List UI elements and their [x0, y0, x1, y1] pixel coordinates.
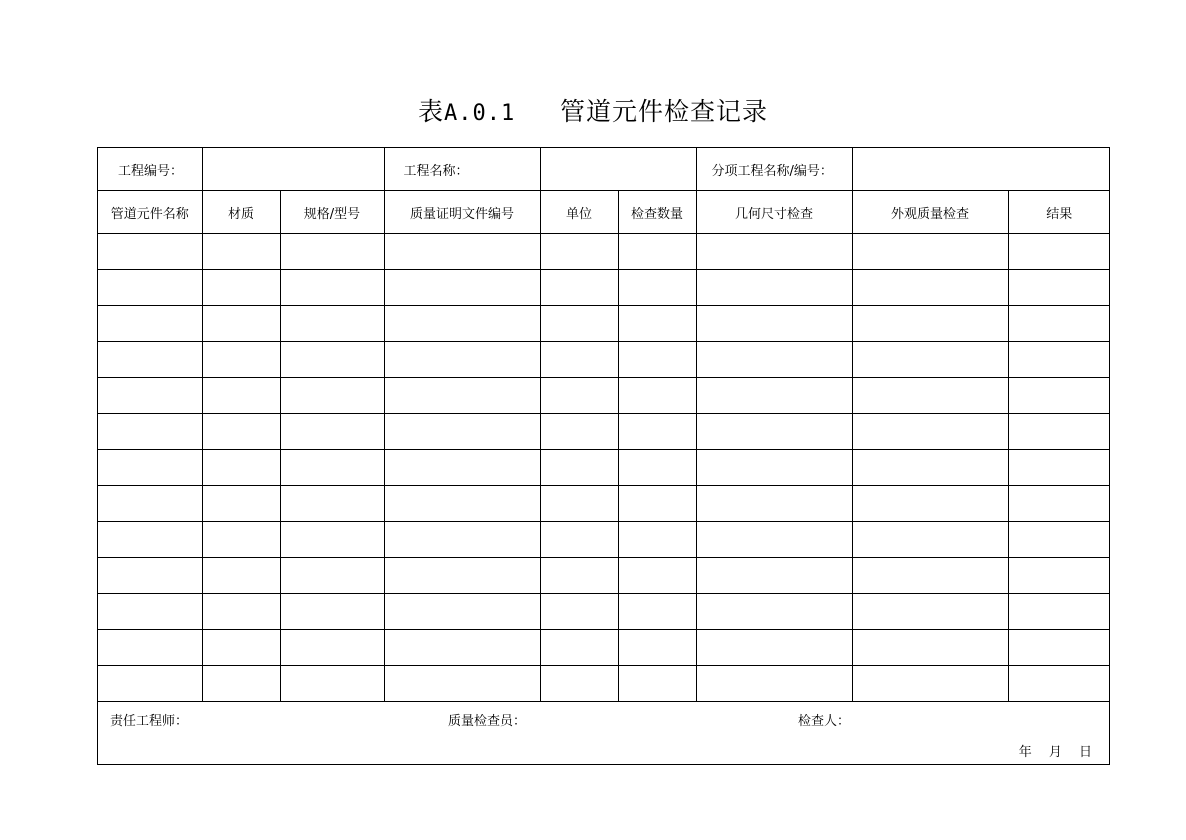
table-cell[interactable]: [540, 234, 618, 270]
project-name-label-text: 工程名称：: [403, 163, 469, 179]
table-cell[interactable]: [540, 522, 618, 558]
table-cell[interactable]: [540, 558, 618, 594]
project-no-label: 工程编号：: [98, 148, 202, 191]
table-cell[interactable]: [280, 486, 384, 522]
table-cell[interactable]: [852, 450, 1008, 486]
table-cell[interactable]: [98, 594, 202, 630]
table-row: [98, 342, 1110, 378]
project-name-field[interactable]: [540, 148, 696, 191]
table-cell[interactable]: [98, 234, 202, 270]
table-cell[interactable]: [98, 630, 202, 666]
table-cell[interactable]: [202, 306, 280, 342]
table-cell[interactable]: [1008, 630, 1110, 666]
table-cell[interactable]: [202, 558, 280, 594]
table-cell[interactable]: [280, 414, 384, 450]
table-cell[interactable]: [280, 270, 384, 306]
table-cell[interactable]: [618, 594, 696, 630]
table-cell[interactable]: [540, 270, 618, 306]
table-cell[interactable]: [540, 342, 618, 378]
table-cell[interactable]: [98, 558, 202, 594]
table-cell[interactable]: [384, 558, 540, 594]
col-header-certificate-no: 质量证明文件编号: [384, 191, 540, 234]
table-cell[interactable]: [280, 450, 384, 486]
table-cell[interactable]: [98, 270, 202, 306]
table-cell[interactable]: [1008, 378, 1110, 414]
table-cell[interactable]: [696, 630, 852, 666]
table-cell[interactable]: [98, 414, 202, 450]
table-cell[interactable]: [852, 414, 1008, 450]
table-cell[interactable]: [852, 306, 1008, 342]
table-cell[interactable]: [1008, 270, 1110, 306]
table-cell[interactable]: [98, 306, 202, 342]
table-cell[interactable]: [280, 630, 384, 666]
table-row: [98, 558, 1110, 594]
table-cell[interactable]: [852, 378, 1008, 414]
table-cell[interactable]: [384, 378, 540, 414]
title-name: 管道元件检查记录: [559, 97, 768, 126]
col-header-unit: 单位: [540, 191, 618, 234]
table-cell[interactable]: [696, 666, 852, 702]
table-cell[interactable]: [384, 450, 540, 486]
table-cell[interactable]: [696, 378, 852, 414]
checker-signature-label: 检查人：: [798, 714, 851, 729]
table-cell[interactable]: [1008, 558, 1110, 594]
table-cell[interactable]: [1008, 666, 1110, 702]
table-cell[interactable]: [618, 486, 696, 522]
table-cell[interactable]: [202, 414, 280, 450]
engineer-signature-label: 责任工程师：: [110, 714, 189, 729]
table-row: [98, 414, 1110, 450]
table-cell[interactable]: [384, 234, 540, 270]
table-cell[interactable]: [540, 486, 618, 522]
table-cell[interactable]: [202, 486, 280, 522]
table-cell[interactable]: [384, 306, 540, 342]
col-header-dimension-check: 几何尺寸检查: [696, 191, 852, 234]
inspection-form: [97, 147, 1110, 765]
table-cell[interactable]: [696, 450, 852, 486]
table-cell[interactable]: [280, 558, 384, 594]
table-cell[interactable]: [384, 594, 540, 630]
table-cell[interactable]: [696, 234, 852, 270]
table-row: [98, 522, 1110, 558]
table-cell[interactable]: [384, 522, 540, 558]
table-row: [98, 378, 1110, 414]
table-cell[interactable]: [696, 414, 852, 450]
table-cell[interactable]: [696, 270, 852, 306]
table-cell[interactable]: [540, 594, 618, 630]
table-cell[interactable]: [384, 270, 540, 306]
table-cell[interactable]: [540, 450, 618, 486]
table-cell[interactable]: [618, 270, 696, 306]
table-cell[interactable]: [202, 378, 280, 414]
table-cell[interactable]: [540, 378, 618, 414]
page-title: [0, 92, 1186, 128]
table-cell[interactable]: [98, 666, 202, 702]
table-cell[interactable]: [384, 486, 540, 522]
table-cell[interactable]: [384, 414, 540, 450]
table-cell[interactable]: [852, 270, 1008, 306]
table-row: [98, 666, 1110, 702]
table-cell[interactable]: [852, 630, 1008, 666]
table-cell[interactable]: [98, 450, 202, 486]
table-cell[interactable]: [540, 414, 618, 450]
title-prefix: 表: [418, 97, 445, 126]
date-label: 年 月 日: [1018, 745, 1092, 760]
table-cell[interactable]: [852, 342, 1008, 378]
table-cell[interactable]: [1008, 414, 1110, 450]
col-header-quantity: 检查数量: [618, 191, 696, 234]
table-cell[interactable]: [280, 306, 384, 342]
sub-project-field[interactable]: [852, 148, 1110, 191]
table-cell[interactable]: [202, 630, 280, 666]
table-cell[interactable]: [618, 342, 696, 378]
table-cell[interactable]: [618, 630, 696, 666]
project-no-field[interactable]: [202, 148, 384, 191]
project-name-label: [384, 148, 540, 191]
col-header-spec-model: 规格/型号: [280, 191, 384, 234]
table-cell[interactable]: [202, 594, 280, 630]
table-cell[interactable]: [618, 522, 696, 558]
table-row: [98, 630, 1110, 666]
col-header-result: 结果: [1008, 191, 1110, 234]
table-cell[interactable]: [852, 486, 1008, 522]
table-cell[interactable]: [852, 594, 1008, 630]
table-cell[interactable]: [618, 450, 696, 486]
table-cell[interactable]: [696, 486, 852, 522]
table-cell[interactable]: [202, 450, 280, 486]
table-cell[interactable]: [202, 342, 280, 378]
table-cell[interactable]: [280, 378, 384, 414]
col-header-component-name: 管道元件名称: [98, 191, 202, 234]
col-header-material: 材质: [202, 191, 280, 234]
table-cell[interactable]: [1008, 342, 1110, 378]
table-cell[interactable]: [384, 666, 540, 702]
table-cell[interactable]: [1008, 522, 1110, 558]
table-cell[interactable]: [618, 414, 696, 450]
table-cell[interactable]: [98, 342, 202, 378]
table-cell[interactable]: [852, 666, 1008, 702]
table-cell[interactable]: [618, 234, 696, 270]
table-cell[interactable]: [1008, 594, 1110, 630]
inspection-table: [98, 148, 1110, 702]
table-cell[interactable]: [202, 666, 280, 702]
table-cell[interactable]: [540, 666, 618, 702]
sub-project-label: 分项工程名称/编号：: [696, 148, 852, 191]
table-cell[interactable]: [280, 594, 384, 630]
table-cell[interactable]: [618, 378, 696, 414]
table-cell[interactable]: [618, 558, 696, 594]
table-cell[interactable]: [384, 630, 540, 666]
table-cell[interactable]: [852, 234, 1008, 270]
table-row: [98, 594, 1110, 630]
table-cell[interactable]: [540, 630, 618, 666]
table-cell[interactable]: [280, 666, 384, 702]
table-code: A.0.1: [444, 101, 516, 126]
table-row: [98, 450, 1110, 486]
table-cell[interactable]: [202, 270, 280, 306]
signature-footer: [98, 701, 1110, 765]
table-cell[interactable]: [696, 342, 852, 378]
table-row: [98, 234, 1110, 270]
table-cell[interactable]: [696, 306, 852, 342]
table-cell[interactable]: [1008, 306, 1110, 342]
table-cell[interactable]: [280, 522, 384, 558]
table-cell[interactable]: [696, 558, 852, 594]
table-row: [98, 486, 1110, 522]
table-cell[interactable]: [98, 378, 202, 414]
table-cell[interactable]: [540, 306, 618, 342]
table-cell[interactable]: [280, 234, 384, 270]
table-cell[interactable]: [696, 522, 852, 558]
table-cell[interactable]: [202, 234, 280, 270]
table-cell[interactable]: [1008, 486, 1110, 522]
table-cell[interactable]: [852, 558, 1008, 594]
inspector-signature-label: 质量检查员：: [448, 714, 527, 729]
table-cell[interactable]: [696, 594, 852, 630]
info-row: [98, 148, 1110, 191]
table-cell[interactable]: [1008, 234, 1110, 270]
table-cell[interactable]: [618, 306, 696, 342]
table-cell[interactable]: [98, 522, 202, 558]
table-cell[interactable]: [98, 486, 202, 522]
table-cell[interactable]: [618, 666, 696, 702]
table-row: [98, 270, 1110, 306]
table-cell[interactable]: [852, 522, 1008, 558]
table-cell[interactable]: [280, 342, 384, 378]
table-cell[interactable]: [384, 342, 540, 378]
col-header-appearance-check: 外观质量检查: [852, 191, 1008, 234]
table-cell[interactable]: [202, 522, 280, 558]
table-row: [98, 306, 1110, 342]
header-row: [98, 191, 1110, 234]
table-cell[interactable]: [1008, 450, 1110, 486]
